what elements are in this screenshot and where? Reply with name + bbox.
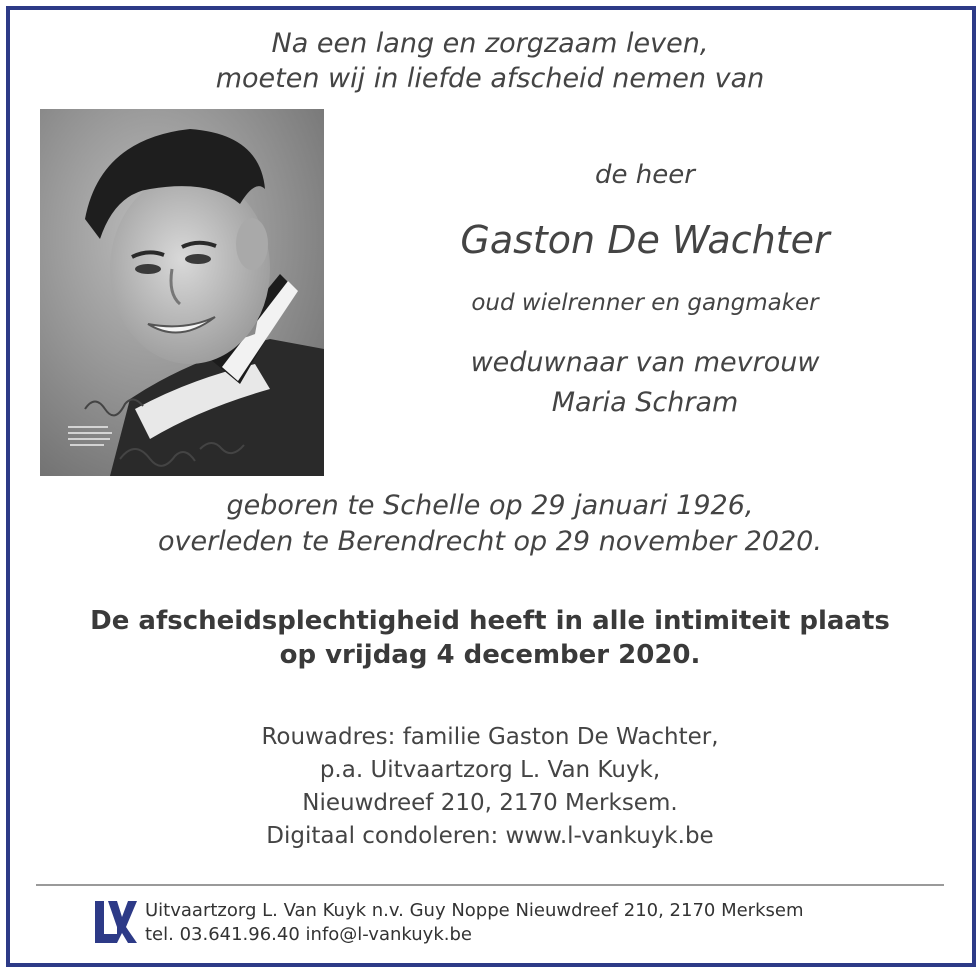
death-line: overleden te Berendrecht op 29 november 2020. [158, 526, 822, 557]
address-line-2: p.a. Uitvaartzorg L. Van Kuyk, [319, 757, 661, 783]
address-line-1: Rouwadres: familie Gaston De Wachter, [261, 724, 719, 750]
address-line-4: Digitaal condoleren: www.l-vankuyk.be [266, 823, 714, 849]
ceremony-notice [0, 604, 980, 672]
ceremony-line-1: De afscheidsplechtigheid heeft in alle intimiteit plaats [90, 606, 890, 636]
intro-line-2: moeten wij in liefde afscheid nemen van [215, 63, 765, 94]
birth-line: geboren te Schelle op 29 januari 1926, [226, 490, 754, 521]
intro-text [0, 26, 980, 96]
footer-line-2: tel. 03.641.96.40 info@l-vankuyk.be [145, 924, 472, 945]
life-dates [0, 488, 980, 560]
title-de-heer: de heer [595, 160, 695, 190]
widower-block [400, 343, 890, 423]
footer-divider [36, 884, 944, 886]
deceased-name: Gaston De Wachter [460, 218, 830, 262]
intro-line-1: Na een lang en zorgzaam leven, [271, 28, 709, 59]
ceremony-line-2: op vrijdag 4 december 2020. [279, 640, 701, 670]
footer-line-1: Uitvaartzorg L. Van Kuyk n.v. Guy Noppe Nieuwdreef 210, 2170 Merksem [145, 900, 804, 921]
spouse-name: Maria Schram [551, 387, 739, 418]
footer-contact [145, 899, 804, 947]
occupation-text: oud wielrenner en gangmaker [471, 290, 819, 316]
portrait-photo [40, 109, 324, 476]
address-line-3: Nieuwdreef 210, 2170 Merksem. [302, 790, 678, 816]
portrait-photo-illustration [40, 109, 324, 476]
mourning-address [0, 721, 980, 853]
lvk-logo-icon [95, 901, 137, 943]
widower-line: weduwnaar van mevrouw [470, 347, 820, 378]
